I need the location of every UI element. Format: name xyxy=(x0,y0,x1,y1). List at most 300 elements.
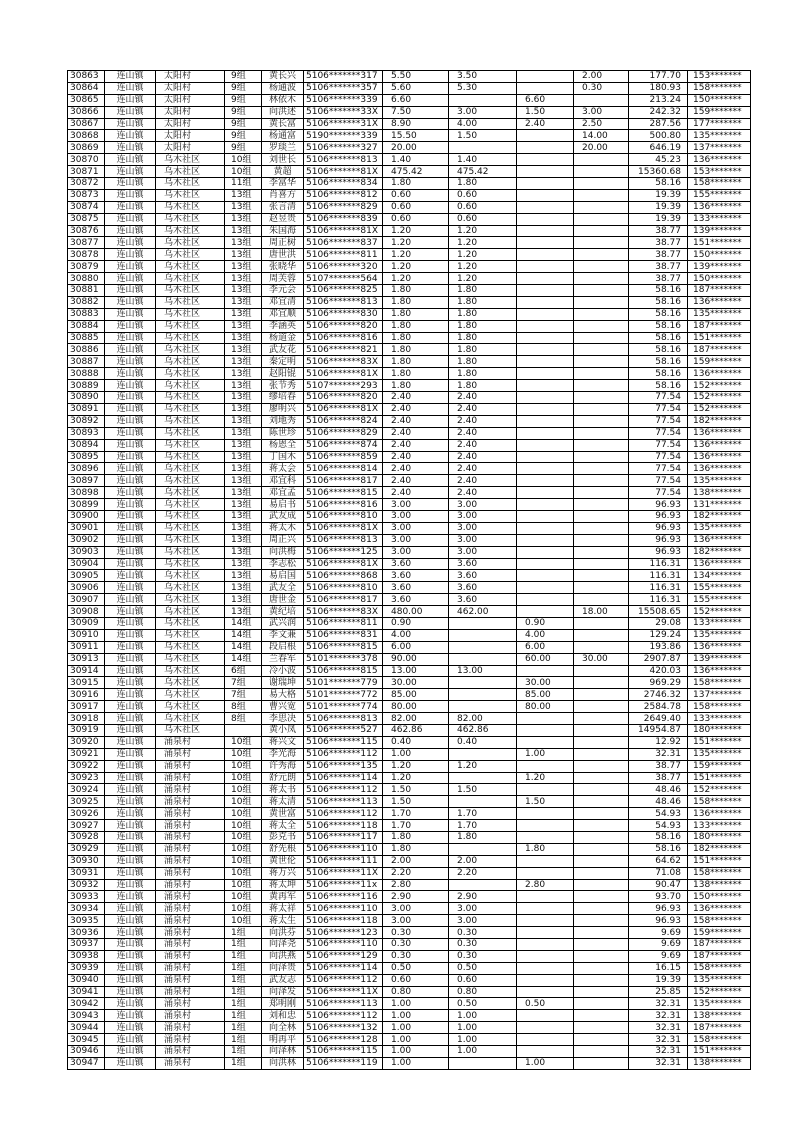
cell-name: 黄长兴 xyxy=(262,71,304,83)
cell-phone: 150******* xyxy=(688,891,751,903)
cell-row-number: 30902 xyxy=(68,534,105,546)
cell-town: 连山镇 xyxy=(105,166,156,178)
cell-name: 蒋兴文 xyxy=(262,736,304,748)
cell-total-area: 1.00 xyxy=(383,1057,449,1069)
cell-group: 10组 xyxy=(225,867,262,879)
cell-town: 连山镇 xyxy=(105,915,156,927)
cell-area-a: 0.60 xyxy=(449,189,517,201)
cell-village: 太阳村 xyxy=(156,118,225,130)
cell-area-b: 1.20 xyxy=(517,772,574,784)
cell-phone: 150******* xyxy=(688,273,751,285)
cell-town: 连山镇 xyxy=(105,950,156,962)
cell-amount: 58.16 xyxy=(629,296,688,308)
cell-amount: 96.93 xyxy=(629,546,688,558)
table-body xyxy=(68,71,751,1070)
cell-id-number: 5106*******820 xyxy=(304,392,383,404)
cell-phone: 136******* xyxy=(688,154,751,166)
cell-row-number: 30881 xyxy=(68,285,105,297)
cell-area-c xyxy=(574,713,629,725)
cell-name: 周芙蓉 xyxy=(262,273,304,285)
cell-phone: 136******* xyxy=(688,296,751,308)
cell-name: 李元会 xyxy=(262,285,304,297)
cell-group: 13组 xyxy=(225,534,262,546)
cell-town: 连山镇 xyxy=(105,784,156,796)
cell-area-b xyxy=(517,510,574,522)
cell-area-a: 5.30 xyxy=(449,82,517,94)
cell-phone: 151******* xyxy=(688,237,751,249)
cell-town: 连山镇 xyxy=(105,855,156,867)
cell-amount: 58.16 xyxy=(629,344,688,356)
cell-area-c: 20.00 xyxy=(574,142,629,154)
cell-row-number: 30934 xyxy=(68,903,105,915)
cell-area-c xyxy=(574,760,629,772)
cell-name: 张晓华 xyxy=(262,261,304,273)
cell-town: 连山镇 xyxy=(105,142,156,154)
cell-phone: 136******* xyxy=(688,665,751,677)
cell-area-b xyxy=(517,475,574,487)
cell-row-number: 30941 xyxy=(68,986,105,998)
cell-town: 连山镇 xyxy=(105,403,156,415)
cell-village: 乌木社区 xyxy=(156,463,225,475)
cell-name: 刘世长 xyxy=(262,154,304,166)
cell-area-b xyxy=(517,950,574,962)
table-row xyxy=(68,320,751,332)
cell-village: 乌木社区 xyxy=(156,641,225,653)
cell-town: 连山镇 xyxy=(105,415,156,427)
cell-area-a: 2.90 xyxy=(449,891,517,903)
cell-group: 13组 xyxy=(225,320,262,332)
cell-area-b: 6.60 xyxy=(517,94,574,106)
cell-row-number: 30944 xyxy=(68,1022,105,1034)
cell-total-area: 5.60 xyxy=(383,82,449,94)
cell-row-number: 30893 xyxy=(68,427,105,439)
cell-name: 武友花 xyxy=(262,344,304,356)
table-row xyxy=(68,368,751,380)
cell-area-b xyxy=(517,82,574,94)
cell-area-a: 1.70 xyxy=(449,808,517,820)
cell-group: 13组 xyxy=(225,308,262,320)
cell-group: 13组 xyxy=(225,570,262,582)
cell-amount: 19.39 xyxy=(629,974,688,986)
table-row xyxy=(68,1034,751,1046)
cell-amount: 58.16 xyxy=(629,332,688,344)
cell-area-b xyxy=(517,403,574,415)
cell-row-number: 30918 xyxy=(68,713,105,725)
cell-area-b xyxy=(517,320,574,332)
cell-name: 朱国海 xyxy=(262,225,304,237)
cell-town: 连山镇 xyxy=(105,201,156,213)
cell-id-number: 5106*******81X xyxy=(304,522,383,534)
cell-village: 乌木社区 xyxy=(156,261,225,273)
cell-name: 陈世珍 xyxy=(262,427,304,439)
cell-id-number: 5106*******123 xyxy=(304,927,383,939)
cell-area-a: 1.70 xyxy=(449,820,517,832)
cell-phone: 153******* xyxy=(688,166,751,178)
table-row xyxy=(68,201,751,213)
cell-village: 乌木社区 xyxy=(156,724,225,736)
table-row xyxy=(68,546,751,558)
cell-area-a: 0.40 xyxy=(449,736,517,748)
cell-row-number: 30931 xyxy=(68,867,105,879)
cell-group: 10组 xyxy=(225,891,262,903)
cell-name: 武友成 xyxy=(262,510,304,522)
cell-village: 乌木社区 xyxy=(156,415,225,427)
cell-row-number: 30924 xyxy=(68,784,105,796)
cell-total-area: 2.40 xyxy=(383,439,449,451)
cell-phone: 182******* xyxy=(688,510,751,522)
cell-town: 连山镇 xyxy=(105,273,156,285)
cell-amount: 58.16 xyxy=(629,178,688,190)
cell-group: 13组 xyxy=(225,451,262,463)
spreadsheet-page xyxy=(67,70,742,1070)
cell-area-a: 2.40 xyxy=(449,427,517,439)
cell-total-area: 3.00 xyxy=(383,915,449,927)
cell-group: 13组 xyxy=(225,439,262,451)
cell-amount: 180.93 xyxy=(629,82,688,94)
cell-area-b xyxy=(517,273,574,285)
cell-name: 向洪梅 xyxy=(262,546,304,558)
cell-amount: 77.54 xyxy=(629,463,688,475)
cell-area-c: 2.50 xyxy=(574,118,629,130)
cell-village: 乌木社区 xyxy=(156,689,225,701)
cell-area-a: 3.00 xyxy=(449,534,517,546)
table-row xyxy=(68,1010,751,1022)
cell-area-a: 1.50 xyxy=(449,130,517,142)
cell-area-a xyxy=(449,796,517,808)
cell-area-a xyxy=(449,879,517,891)
cell-amount: 12.92 xyxy=(629,736,688,748)
cell-id-number: 5106*******815 xyxy=(304,641,383,653)
cell-area-a: 3.00 xyxy=(449,106,517,118)
cell-row-number: 30906 xyxy=(68,582,105,594)
cell-total-area: 1.80 xyxy=(383,308,449,320)
table-row xyxy=(68,784,751,796)
cell-total-area: 1.00 xyxy=(383,998,449,1010)
cell-row-number: 30917 xyxy=(68,701,105,713)
cell-group: 13组 xyxy=(225,415,262,427)
cell-phone: 135******* xyxy=(688,748,751,760)
cell-area-a: 1.80 xyxy=(449,832,517,844)
cell-area-c xyxy=(574,570,629,582)
cell-area-a: 3.60 xyxy=(449,582,517,594)
cell-total-area: 80.00 xyxy=(383,701,449,713)
cell-area-c xyxy=(574,427,629,439)
cell-total-area: 0.30 xyxy=(383,939,449,951)
cell-area-a: 3.00 xyxy=(449,499,517,511)
cell-amount: 96.93 xyxy=(629,915,688,927)
cell-name: 李志松 xyxy=(262,558,304,570)
cell-village: 太阳村 xyxy=(156,130,225,142)
cell-row-number: 30895 xyxy=(68,451,105,463)
cell-area-c xyxy=(574,320,629,332)
table-row xyxy=(68,724,751,736)
cell-area-c xyxy=(574,843,629,855)
cell-id-number: 5106*******81X xyxy=(304,558,383,570)
cell-area-b: 2.80 xyxy=(517,879,574,891)
cell-area-c xyxy=(574,475,629,487)
cell-name: 黄超 xyxy=(262,166,304,178)
cell-area-b xyxy=(517,820,574,832)
cell-area-a: 1.80 xyxy=(449,332,517,344)
cell-phone: 136******* xyxy=(688,534,751,546)
cell-area-c xyxy=(574,832,629,844)
table-row xyxy=(68,213,751,225)
cell-area-b xyxy=(517,392,574,404)
cell-total-area: 15.50 xyxy=(383,130,449,142)
table-row xyxy=(68,701,751,713)
cell-area-b xyxy=(517,487,574,499)
cell-amount: 420.03 xyxy=(629,665,688,677)
cell-village: 涌泉村 xyxy=(156,1010,225,1022)
table-row xyxy=(68,285,751,297)
cell-id-number: 5106*******81X xyxy=(304,368,383,380)
cell-area-c xyxy=(574,296,629,308)
cell-id-number: 5106*******112 xyxy=(304,1010,383,1022)
cell-village: 涌泉村 xyxy=(156,760,225,772)
cell-area-b xyxy=(517,71,574,83)
cell-village: 涌泉村 xyxy=(156,1057,225,1069)
cell-area-a: 475.42 xyxy=(449,166,517,178)
cell-area-c xyxy=(574,546,629,558)
cell-id-number: 5106*******813 xyxy=(304,534,383,546)
cell-amount: 19.39 xyxy=(629,189,688,201)
cell-row-number: 30872 xyxy=(68,178,105,190)
cell-group: 13组 xyxy=(225,368,262,380)
cell-row-number: 30876 xyxy=(68,225,105,237)
cell-group: 9组 xyxy=(225,142,262,154)
cell-id-number: 5106*******11X xyxy=(304,986,383,998)
table-row xyxy=(68,736,751,748)
cell-amount: 116.31 xyxy=(629,594,688,606)
cell-group: 10组 xyxy=(225,843,262,855)
cell-id-number: 5106*******114 xyxy=(304,772,383,784)
cell-name: 向泽贵 xyxy=(262,962,304,974)
cell-phone: 158******* xyxy=(688,677,751,689)
cell-area-a: 2.40 xyxy=(449,463,517,475)
cell-village: 涌泉村 xyxy=(156,998,225,1010)
cell-area-b xyxy=(517,784,574,796)
cell-village: 乌木社区 xyxy=(156,427,225,439)
data-table xyxy=(67,70,751,1070)
table-row xyxy=(68,439,751,451)
cell-area-b: 1.50 xyxy=(517,796,574,808)
cell-amount: 96.93 xyxy=(629,903,688,915)
cell-group: 13组 xyxy=(225,380,262,392)
cell-area-c xyxy=(574,974,629,986)
cell-group: 1组 xyxy=(225,974,262,986)
cell-area-b xyxy=(517,285,574,297)
cell-area-c xyxy=(574,380,629,392)
cell-name: 向洪林 xyxy=(262,1057,304,1069)
cell-total-area: 85.00 xyxy=(383,689,449,701)
cell-village: 涌泉村 xyxy=(156,939,225,951)
cell-id-number: 5106*******816 xyxy=(304,332,383,344)
cell-phone: 159******* xyxy=(688,106,751,118)
cell-phone: 158******* xyxy=(688,796,751,808)
cell-area-c xyxy=(574,392,629,404)
table-row xyxy=(68,94,751,106)
cell-name: 黄世伦 xyxy=(262,855,304,867)
cell-row-number: 30928 xyxy=(68,832,105,844)
cell-amount: 2649.40 xyxy=(629,713,688,725)
cell-town: 连山镇 xyxy=(105,796,156,808)
cell-village: 乌木社区 xyxy=(156,380,225,392)
cell-village: 太阳村 xyxy=(156,142,225,154)
cell-phone: 159******* xyxy=(688,356,751,368)
cell-village: 太阳村 xyxy=(156,94,225,106)
cell-total-area: 1.50 xyxy=(383,796,449,808)
cell-group: 10组 xyxy=(225,808,262,820)
cell-area-b: 1.00 xyxy=(517,1057,574,1069)
cell-town: 连山镇 xyxy=(105,962,156,974)
table-row xyxy=(68,189,751,201)
cell-town: 连山镇 xyxy=(105,487,156,499)
cell-town: 连山镇 xyxy=(105,154,156,166)
cell-phone: 133******* xyxy=(688,820,751,832)
table-row xyxy=(68,71,751,83)
cell-phone: 187******* xyxy=(688,1022,751,1034)
cell-id-number: 5106*******527 xyxy=(304,724,383,736)
cell-amount: 38.77 xyxy=(629,273,688,285)
cell-phone: 135******* xyxy=(688,974,751,986)
cell-area-c xyxy=(574,344,629,356)
cell-area-c xyxy=(574,451,629,463)
cell-row-number: 30863 xyxy=(68,71,105,83)
cell-amount: 500.80 xyxy=(629,130,688,142)
cell-town: 连山镇 xyxy=(105,903,156,915)
cell-row-number: 30922 xyxy=(68,760,105,772)
cell-total-area: 480.00 xyxy=(383,606,449,618)
cell-name: 廖明兴 xyxy=(262,403,304,415)
cell-amount: 58.16 xyxy=(629,320,688,332)
cell-row-number: 30898 xyxy=(68,487,105,499)
cell-town: 连山镇 xyxy=(105,570,156,582)
cell-id-number: 5106*******117 xyxy=(304,832,383,844)
table-row xyxy=(68,142,751,154)
cell-row-number: 30885 xyxy=(68,332,105,344)
cell-area-b: 1.50 xyxy=(517,106,574,118)
cell-id-number: 5106*******824 xyxy=(304,415,383,427)
cell-row-number: 30884 xyxy=(68,320,105,332)
cell-town: 连山镇 xyxy=(105,285,156,297)
cell-name: 向洪燕 xyxy=(262,950,304,962)
cell-area-c: 14.00 xyxy=(574,130,629,142)
cell-amount: 71.08 xyxy=(629,867,688,879)
cell-id-number: 5106*******81X xyxy=(304,403,383,415)
cell-id-number: 5101*******378 xyxy=(304,653,383,665)
cell-area-b xyxy=(517,570,574,582)
cell-phone: 159******* xyxy=(688,927,751,939)
cell-area-b xyxy=(517,225,574,237)
cell-phone: 139******* xyxy=(688,225,751,237)
cell-area-a xyxy=(449,617,517,629)
cell-amount: 177.70 xyxy=(629,71,688,83)
cell-group: 13组 xyxy=(225,273,262,285)
cell-village: 涌泉村 xyxy=(156,950,225,962)
cell-total-area: 30.00 xyxy=(383,677,449,689)
cell-amount: 969.29 xyxy=(629,677,688,689)
cell-total-area: 1.20 xyxy=(383,772,449,784)
cell-area-c xyxy=(574,1034,629,1046)
cell-total-area: 0.80 xyxy=(383,986,449,998)
cell-row-number: 30914 xyxy=(68,665,105,677)
cell-town: 连山镇 xyxy=(105,261,156,273)
cell-area-a: 1.00 xyxy=(449,1046,517,1058)
cell-total-area: 1.00 xyxy=(383,1022,449,1034)
cell-area-a: 1.80 xyxy=(449,356,517,368)
cell-total-area: 3.60 xyxy=(383,594,449,606)
cell-total-area: 1.80 xyxy=(383,344,449,356)
cell-area-b xyxy=(517,189,574,201)
cell-amount: 38.77 xyxy=(629,249,688,261)
cell-area-b xyxy=(517,356,574,368)
cell-total-area: 7.50 xyxy=(383,106,449,118)
cell-amount: 287.56 xyxy=(629,118,688,130)
cell-name: 舒元朗 xyxy=(262,772,304,784)
table-row xyxy=(68,308,751,320)
cell-area-b xyxy=(517,499,574,511)
cell-total-area: 2.90 xyxy=(383,891,449,903)
cell-total-area: 20.00 xyxy=(383,142,449,154)
cell-area-a: 2.40 xyxy=(449,403,517,415)
cell-row-number: 30868 xyxy=(68,130,105,142)
cell-area-c: 0.30 xyxy=(574,82,629,94)
cell-area-c xyxy=(574,558,629,570)
cell-village: 涌泉村 xyxy=(156,927,225,939)
cell-phone: 158******* xyxy=(688,82,751,94)
cell-town: 连山镇 xyxy=(105,891,156,903)
cell-area-b xyxy=(517,558,574,570)
cell-total-area: 0.40 xyxy=(383,736,449,748)
cell-town: 连山镇 xyxy=(105,713,156,725)
cell-area-c xyxy=(574,225,629,237)
cell-group: 13组 xyxy=(225,427,262,439)
cell-area-b xyxy=(517,296,574,308)
cell-group: 9组 xyxy=(225,130,262,142)
cell-group: 10组 xyxy=(225,748,262,760)
cell-total-area: 1.80 xyxy=(383,356,449,368)
cell-area-c xyxy=(574,748,629,760)
cell-group: 10组 xyxy=(225,855,262,867)
cell-area-b xyxy=(517,594,574,606)
cell-total-area: 475.42 xyxy=(383,166,449,178)
cell-village: 涌泉村 xyxy=(156,879,225,891)
cell-total-area: 1.20 xyxy=(383,225,449,237)
cell-village: 乌木社区 xyxy=(156,546,225,558)
cell-group: 7组 xyxy=(225,689,262,701)
cell-phone: 133******* xyxy=(688,617,751,629)
cell-town: 连山镇 xyxy=(105,843,156,855)
cell-area-a: 1.00 xyxy=(449,1010,517,1022)
cell-village: 乌木社区 xyxy=(156,296,225,308)
cell-row-number: 30939 xyxy=(68,962,105,974)
cell-area-b xyxy=(517,534,574,546)
cell-area-b xyxy=(517,178,574,190)
cell-amount: 32.31 xyxy=(629,1022,688,1034)
cell-row-number: 30937 xyxy=(68,939,105,951)
cell-phone: 187******* xyxy=(688,285,751,297)
cell-amount: 193.86 xyxy=(629,641,688,653)
cell-village: 涌泉村 xyxy=(156,986,225,998)
cell-group: 1组 xyxy=(225,1034,262,1046)
cell-area-c xyxy=(574,189,629,201)
cell-area-a xyxy=(449,689,517,701)
cell-town: 连山镇 xyxy=(105,606,156,618)
cell-name: 蒋太木 xyxy=(262,522,304,534)
cell-row-number: 30929 xyxy=(68,843,105,855)
cell-area-c xyxy=(574,439,629,451)
cell-amount: 32.31 xyxy=(629,1010,688,1022)
